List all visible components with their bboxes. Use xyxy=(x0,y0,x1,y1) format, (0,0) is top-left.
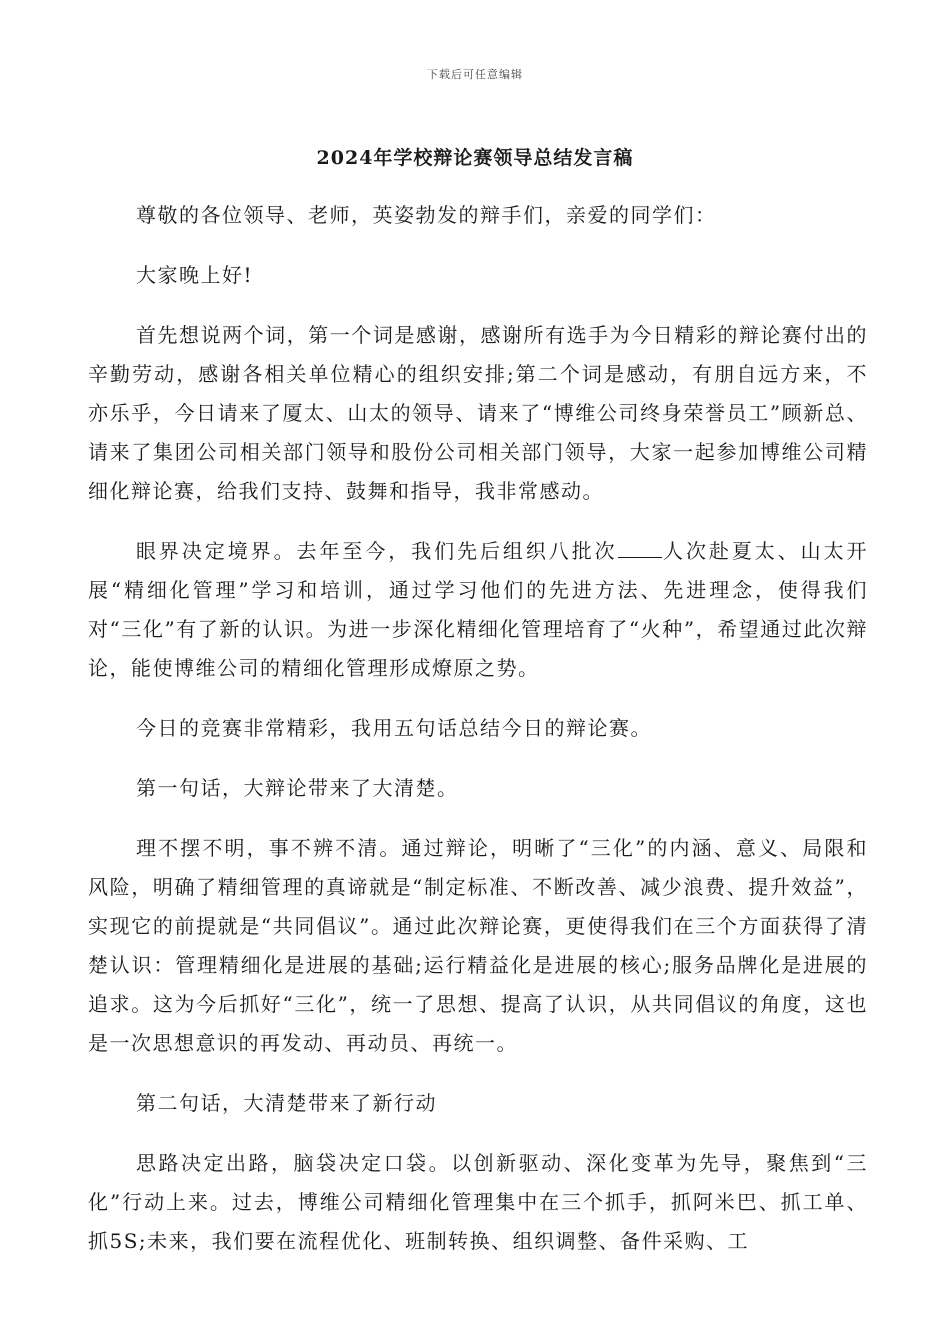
document-title: 2024年学校辩论赛领导总结发言稿 xyxy=(316,147,634,169)
vision-paragraph xyxy=(88,532,868,688)
thanks-paragraph: 首先想说两个词，第一个词是感谢，感谢所有选手为今日精彩的辩论赛付出的辛勤劳动，感谢各相关单位精心的组织安排;第二个词是感动，有朋自远方来，不亦乐乎，今日请来了厦太、山太的领导、请来了“博维公司终身荣誉员工”顾新总、请来了集团公司相关部门领导和股份公司相关部门领导，大家一起参加博维公司精细化辩论赛，给我们支持、鼓舞和指导，我非常感动。 xyxy=(88,323,868,503)
fill-blank-line xyxy=(618,539,662,558)
summary-intro-paragraph: 今日的竞赛非常精彩，我用五句话总结今日的辩论赛。 xyxy=(136,716,652,740)
point-one-heading: 第一句话，大辩论带来了大清楚。 xyxy=(136,776,459,800)
greeting-paragraph: 大家晚上好! xyxy=(136,263,254,287)
salutation-paragraph: 尊敬的各位领导、老师，英姿勃发的辩手们，亲爱的同学们： xyxy=(136,203,717,227)
point-two-paragraph: 思路决定出路，脑袋决定口袋。以创新驱动、深化变革为先导，聚焦到“三化”行动上来。过去，博维公司精细化管理集中在三个抓手，抓阿米巴、抓工单、抓5S;未来，我们要在流程优化、班制转换、组织调整、备件采购、工 xyxy=(88,1151,868,1253)
vision-text-after: 人次赴夏太、山太开展“精细化管理”学习和培训，通过学习他们的先进方法、先进理念，使得我们对“三化”有了新的认识。为进一步深化精细化管理培育了“火种”，希望通过此次辩论，能使博维公司的精细化管理形成燎原之势。 xyxy=(88,539,869,680)
vision-text-before: 眼界决定境界。去年至今，我们先后组织八批次 xyxy=(136,539,618,563)
header-note: 下载后可任意编辑 xyxy=(427,68,523,81)
point-two-heading: 第二句话，大清楚带来了新行动 xyxy=(136,1091,437,1115)
point-one-paragraph: 理不摆不明，事不辨不清。通过辩论，明晰了“三化”的内涵、意义、局限和风险，明确了精细管理的真谛就是“制定标准、不断改善、减少浪费、提升效益”，实现它的前提就是“共同倡议”。通过此次辩论赛，更使得我们在三个方面获得了清楚认识：管理精细化是进展的基础;运行精益化是进展的核心;服务品牌化是进展的追求。这为今后抓好“三化”，统一了思想、提高了认识，从共同倡议的角度，这也是一次思想意识的再发动、再动员、再统一。 xyxy=(88,836,868,1055)
document-body xyxy=(88,196,868,1282)
